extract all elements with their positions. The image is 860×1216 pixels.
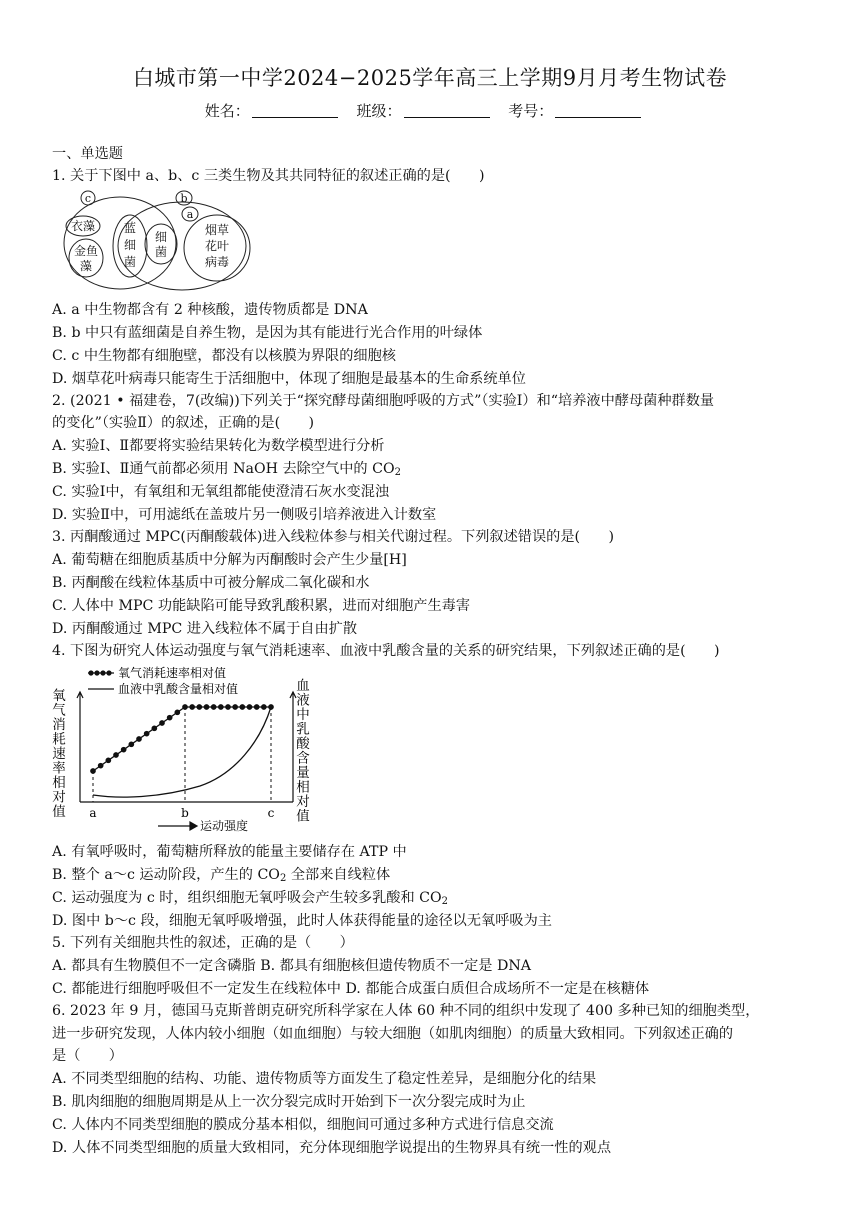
q2-option-a[interactable]: A. 实验Ⅰ、Ⅱ都要将实验结果转化为数学模型进行分析 <box>52 438 385 454</box>
q2-stem-line1: 2. (2021 • 福建卷，7(改编))下列关于“探究酵母菌细胞呼吸的方式”（实验Ⅰ）和“培养液中酵母菌种群数量 <box>52 393 715 409</box>
q3-option-a[interactable]: A. 葡萄糖在细胞质基质中分解为丙酮酸时会产生少量[H] <box>52 552 407 568</box>
oxygen-point <box>167 715 171 719</box>
cyano-label-2: 细 <box>123 238 137 252</box>
q6-option-c[interactable]: C. 人体内不同类型细胞的膜成分基本相似，细胞间可通过多种方式进行信息交流 <box>52 1117 554 1133</box>
q2-option-b-text: B. 实验Ⅰ、Ⅱ通气前都必须用 NaOH 去除空气中的 CO <box>52 461 395 477</box>
oxygen-point <box>144 731 148 735</box>
bacteria-label-1: 细 <box>154 230 168 244</box>
q1-stem: 1. 关于下图中 a、b、c 三类生物及其共同特征的叙述正确的是( ) <box>52 168 485 184</box>
q6-stem-line3: 是（ ） <box>52 1048 123 1064</box>
q4-option-d[interactable]: D. 图中 b～c 段，细胞无氧呼吸增强，此时人体获得能量的途径以无氧呼吸为主 <box>52 913 552 929</box>
oxygen-point <box>254 705 258 709</box>
oxygen-point <box>114 753 118 757</box>
oxygen-point <box>204 705 208 709</box>
q5-options-ab[interactable]: A. 都具有生物膜但不一定含磷脂 B. 都具有细胞核但遗传物质不一定是 DNA <box>52 958 532 974</box>
x-axis-label: 运动强度 <box>200 819 249 833</box>
exam-title: 白城市第一中学2024−2025学年高三上学期9月月考生物试卷 <box>132 66 728 90</box>
oxygen-point <box>262 705 266 709</box>
q5-options-cd[interactable]: C. 都能进行细胞呼吸但不一定发生在线粒体中 D. 都能合成蛋白质但合成场所不一定是在核糖体 <box>52 981 650 997</box>
q6-stem-line1: 6. 2023 年 9 月，德国马克斯普朗克研究所科学家在人体 60 种不同的组织中发现了 400 多种已知的细胞类型， <box>52 1003 760 1019</box>
q6-option-b[interactable]: B. 肌肉细胞的细胞周期是从上一次分裂完成时开始到下一次分裂完成时为止 <box>52 1094 526 1110</box>
tmv-label-1: 烟草 <box>204 223 230 237</box>
oxygen-point <box>247 705 251 709</box>
oxygen-point <box>183 705 187 709</box>
oxygen-point <box>121 747 125 751</box>
q4-option-b-text-2: 全部来自线粒体 <box>286 867 391 883</box>
q2-option-b[interactable] <box>52 459 401 483</box>
q6-option-a[interactable]: A. 不同类型细胞的结构、功能、遗传物质等方面发生了稳定性差异，是细胞分化的结果 <box>52 1071 597 1087</box>
student-info-row <box>0 100 860 121</box>
q4-chart <box>50 662 312 838</box>
tick-a: a <box>89 806 97 820</box>
oxygen-point <box>137 737 141 741</box>
alga-label: 衣藻 <box>70 219 96 233</box>
q4-option-c-text: C. 运动强度为 c 时，组织细胞无氧呼吸会产生较多乳酸和 CO <box>52 890 442 906</box>
class-label: 班级： <box>356 102 402 120</box>
oxygen-point <box>106 758 110 762</box>
q4-stem: 4. 下图为研究人体运动强度与氧气消耗速率、血液中乳酸含量的关系的研究结果，下列叙述正确的是( ) <box>52 643 720 659</box>
section-heading: 一、单选题 <box>52 146 123 162</box>
q2-option-c[interactable]: C. 实验Ⅰ中，有氧组和无氧组都能使澄清石灰水变混浊 <box>52 484 390 500</box>
oxygen-point <box>211 705 215 709</box>
q6-stem-line2: 进一步研究发现，人体内较小细胞（如血细胞）与较大细胞（如肌肉细胞）的质量大致相同。下列叙述正确的 <box>52 1026 734 1042</box>
q2-option-d[interactable]: D. 实验Ⅱ中，可用滤纸在盖玻片另一侧吸引培养液进入计数室 <box>52 507 437 523</box>
q1-option-a[interactable]: A. a 中生物都含有 2 种核酸，遗传物质都是 DNA <box>52 302 368 318</box>
q3-option-d[interactable]: D. 丙酮酸通过 MPC 进入线粒体不属于自由扩散 <box>52 621 358 637</box>
y-axis-left-label: 氧气消耗速率相对值 <box>52 688 66 820</box>
b-label: b <box>180 192 188 205</box>
id-blank[interactable] <box>555 103 641 118</box>
q4-option-b[interactable] <box>52 865 390 889</box>
cyano-label-1: 蓝 <box>123 221 137 235</box>
oxygen-line <box>93 707 271 771</box>
q1-option-b[interactable]: B. b 中只有蓝细菌是自养生物，是因为其有能进行光合作用的叶绿体 <box>52 325 483 341</box>
oxygen-point <box>152 726 156 730</box>
q3-stem: 3. 丙酮酸通过 MPC(丙酮酸载体)进入线粒体参与相关代谢过程。下列叙述错误的是( ) <box>52 529 615 545</box>
tmv-label-2: 花叶 <box>204 239 230 253</box>
q4-option-c-subscript: 2 <box>441 896 449 907</box>
q3-option-b[interactable]: B. 丙酮酸在线粒体基质中可被分解成二氧化碳和水 <box>52 575 370 591</box>
goldfish-label-1: 金鱼 <box>73 244 99 258</box>
oxygen-point <box>233 705 237 709</box>
goldfish-label-2: 藻 <box>79 259 93 273</box>
legend-lactate: 血液中乳酸含量相对值 <box>118 682 239 696</box>
oxygen-point <box>175 710 179 714</box>
q4-option-b-subscript: 2 <box>279 873 287 884</box>
q4-option-b-text: B. 整个 a～c 运动阶段，产生的 CO <box>52 867 280 883</box>
q2-option-b-subscript: 2 <box>394 467 401 478</box>
class-blank[interactable] <box>404 103 490 118</box>
q6-option-d[interactable]: D. 人体不同类型细胞的质量大致相同，充分体现细胞学说提出的生物界具有统一性的观点 <box>52 1140 612 1156</box>
bacteria-label-2: 菌 <box>154 245 168 259</box>
oxygen-point <box>240 705 244 709</box>
cyano-label-3: 菌 <box>123 255 137 269</box>
tmv-label-3: 病毒 <box>204 255 230 269</box>
tick-c: c <box>267 806 275 820</box>
c-label: c <box>84 192 92 205</box>
a-label: a <box>186 208 194 221</box>
q2-stem-line2: 的变化”（实验Ⅱ）的叙述，正确的是( ) <box>52 415 315 431</box>
oxygen-point <box>91 769 95 773</box>
oxygen-point <box>219 705 223 709</box>
q4-option-a[interactable]: A. 有氧呼吸时，葡萄糖所释放的能量主要储存在 ATP 中 <box>52 844 407 860</box>
id-label: 考号： <box>508 102 554 120</box>
q1-option-c[interactable]: C. c 中生物都有细胞壁，都没有以核膜为界限的细胞核 <box>52 348 396 364</box>
oxygen-point <box>226 705 230 709</box>
q1-option-d[interactable]: D. 烟草花叶病毒只能寄生于活细胞中，体现了细胞是最基本的生命系统单位 <box>52 371 526 387</box>
legend-oxygen: 氧气消耗速率相对值 <box>118 666 227 680</box>
oxygen-point <box>98 763 102 767</box>
q1-venn-figure <box>62 188 252 292</box>
name-blank[interactable] <box>252 103 338 118</box>
q5-stem: 5. 下列有关细胞共性的叙述，正确的是（ ） <box>52 935 354 951</box>
oxygen-point <box>160 721 164 725</box>
q3-option-c[interactable]: C. 人体中 MPC 功能缺陷可能导致乳酸积累，进而对细胞产生毒害 <box>52 598 471 614</box>
name-label: 姓名： <box>204 102 250 120</box>
q4-option-c[interactable] <box>52 888 448 912</box>
oxygen-point <box>190 705 194 709</box>
y-axis-right-label: 血液中乳酸含量相对值 <box>296 678 310 825</box>
oxygen-point <box>129 742 133 746</box>
oxygen-point <box>197 705 201 709</box>
tick-b: b <box>181 806 189 820</box>
